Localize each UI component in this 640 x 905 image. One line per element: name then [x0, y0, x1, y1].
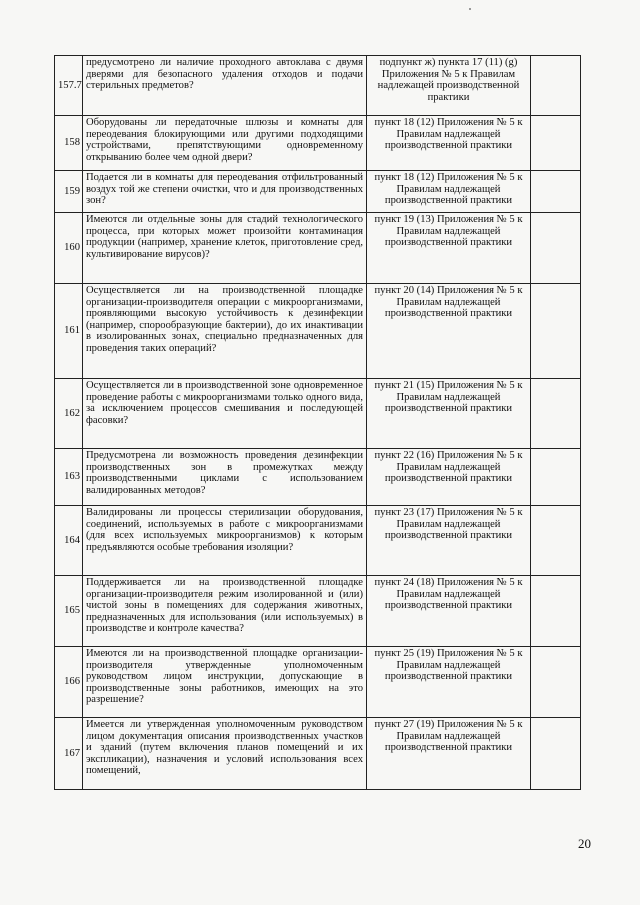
reference-cell: пункт 24 (18) Приложения № 5 к Правилам надлежащей производственной практики: [367, 576, 531, 647]
reference-cell: пункт 20 (14) Приложения № 5 к Правилам надлежащей производственной практики: [367, 284, 531, 379]
reference-cell: пункт 21 (15) Приложения № 5 к Правилам надлежащей производственной практики: [367, 379, 531, 449]
answer-cell: [531, 506, 581, 576]
page-number: 20: [578, 836, 591, 851]
row-number: 165: [55, 576, 83, 647]
reference-cell: пункт 23 (17) Приложения № 5 к Правилам надлежащей производственной практики: [367, 506, 531, 576]
question-cell: Предусмотрена ли возможность проведения дезинфекции производственных зон в промежутках между производственными циклами с использованием валидированных методов?: [83, 449, 367, 506]
row-number: 167: [55, 718, 83, 790]
table-row: [55, 171, 581, 213]
reference-cell: пункт 19 (13) Приложения № 5 к Правилам надлежащей производственной практики: [367, 213, 531, 284]
answer-cell: [531, 647, 581, 718]
table-row: [55, 718, 581, 790]
answer-cell: [531, 171, 581, 213]
question-cell: Подается ли в комнаты для переодевания отфильтрованный воздух той же степени очистки, что и для производственных зон?: [83, 171, 367, 213]
reference-cell: пункт 18 (12) Приложения № 5 к Правилам надлежащей производственной практики: [367, 116, 531, 171]
question-cell: Валидированы ли процессы стерилизации оборудования, соединений, используемых в работе с микроорганизмами (для всех используемых микроорганизмов) к которым предъявляются особые требования изоляции?: [83, 506, 367, 576]
question-cell: Имеются ли отдельные зоны для стадий технологического процесса, при которых может произойти контаминация продукции (например, хранение клеток, приготовление сред, культивирование вирусов)?: [83, 213, 367, 284]
reference-cell: пункт 27 (19) Приложения № 5 к Правилам надлежащей производственной практики: [367, 718, 531, 790]
question-cell: предусмотрено ли наличие проходного автоклава с двумя дверями для безопасного удаления отходов и подачи стерильных предметов?: [83, 56, 367, 116]
question-cell: Осуществляется ли на производственной площадке организации-производителя операции с микроорганизмами, проявляющими высокую устойчивость к дезинфекции (например, спорообразующие бактерии), до их инактивации в изолированных зонах, специально предназначенных для проведения таких операций?: [83, 284, 367, 379]
question-cell: Имеется ли утвержденная уполномоченным руководством лицом документация описания производственных участков и зданий (путем включения планов помещений и их экспликации), назначения и условий использования всех помещений,: [83, 718, 367, 790]
question-cell: Осуществляется ли в производственной зоне одновременное проведение работы с микроорганизмами только одного вида, за исключением процессов смешивания и последующей фасовки?: [83, 379, 367, 449]
answer-cell: [531, 56, 581, 116]
answer-cell: [531, 116, 581, 171]
scan-speck: [469, 8, 471, 10]
reference-cell: пункт 22 (16) Приложения № 5 к Правилам надлежащей производственной практики: [367, 449, 531, 506]
table-row: [55, 576, 581, 647]
table-row: [55, 213, 581, 284]
row-number: 163: [55, 449, 83, 506]
answer-cell: [531, 576, 581, 647]
table-row: [55, 379, 581, 449]
answer-cell: [531, 379, 581, 449]
reference-cell: подпункт ж) пункта 17 (11) (g) Приложения № 5 к Правилам надлежащей производственной практики: [367, 56, 531, 116]
answer-cell: [531, 213, 581, 284]
table-row: [55, 284, 581, 379]
table-row: [55, 647, 581, 718]
question-cell: Поддерживается ли на производственной площадке организации-производителя режим изолированной и (или) чистой зоны в помещениях для содержания животных, предназначенных для использования (или используемых) в производстве и контроле качества?: [83, 576, 367, 647]
row-number: 162: [55, 379, 83, 449]
row-number: 158: [55, 116, 83, 171]
answer-cell: [531, 284, 581, 379]
row-number: 164: [55, 506, 83, 576]
question-cell: Оборудованы ли передаточные шлюзы и комнаты для переодевания блокирующими или другими подходящими устройствами, препятствующими одновременному открыванию более чем одной двери?: [83, 116, 367, 171]
answer-cell: [531, 449, 581, 506]
table-row: [55, 449, 581, 506]
reference-cell: пункт 25 (19) Приложения № 5 к Правилам надлежащей производственной практики: [367, 647, 531, 718]
row-number: 160: [55, 213, 83, 284]
answer-cell: [531, 718, 581, 790]
table-row: [55, 56, 581, 116]
row-number: 157.7: [55, 56, 83, 116]
row-number: 161: [55, 284, 83, 379]
table-row: [55, 116, 581, 171]
row-number: 159: [55, 171, 83, 213]
table-row: [55, 506, 581, 576]
question-cell: Имеются ли на производственной площадке организации-производителя утвержденные уполномоченным руководством лицом инструкции, допускающие в производственные зоны работников, имеющих на это разрешение?: [83, 647, 367, 718]
row-number: 166: [55, 647, 83, 718]
reference-cell: пункт 18 (12) Приложения № 5 к Правилам надлежащей производственной практики: [367, 171, 531, 213]
checklist-table: [54, 55, 581, 790]
